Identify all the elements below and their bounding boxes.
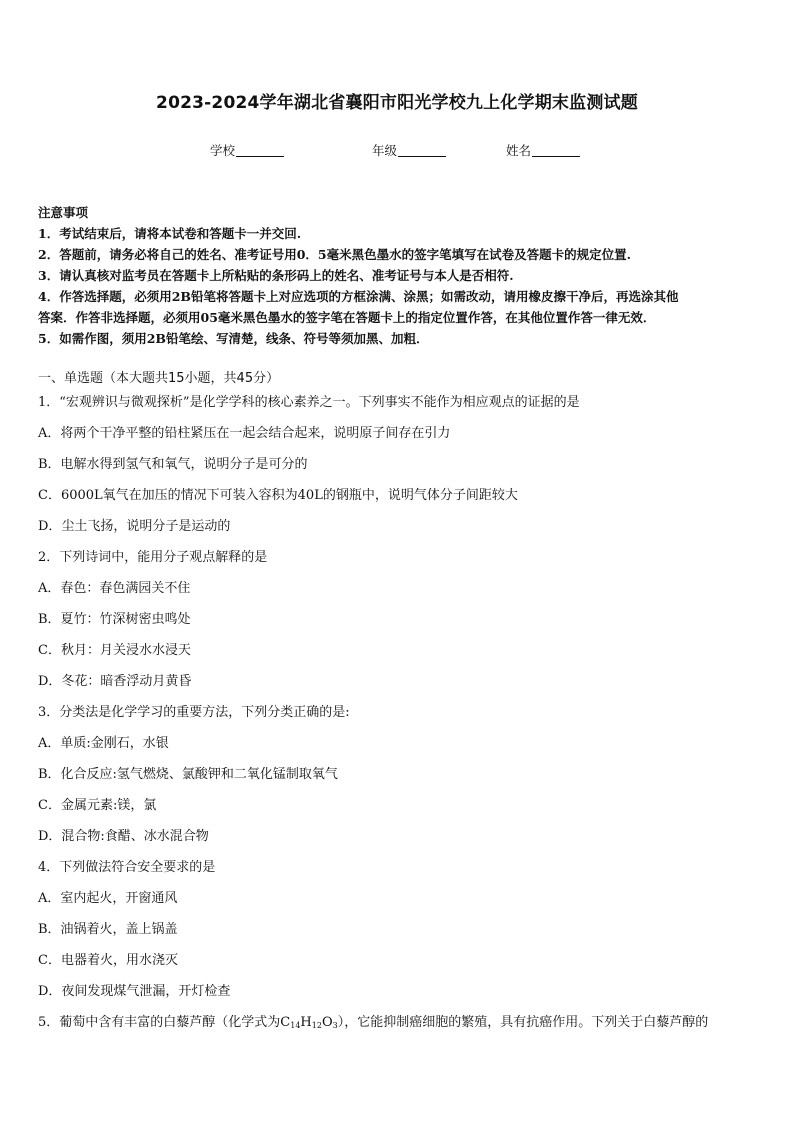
grade-label: 年级: [372, 143, 398, 158]
notice-item: 4．作答选择题，必须用2B铅笔将答题卡上对应选项的方框涂满、涂黑；如需改动，请用橡皮擦干净后，再选涂其他: [38, 289, 679, 304]
option-c: C．电器着火，用水浇灭: [38, 953, 178, 968]
school-blank: [236, 143, 284, 157]
section-title: 一、单选题（本大题共15小题，共45分）: [38, 371, 280, 386]
grade-field: [372, 141, 446, 159]
student-info-row: [0, 141, 794, 161]
question-stem: 4．下列做法符合安全要求的是: [38, 860, 216, 875]
question-stem: 3．分类法是化学学习的重要方法，下列分类正确的是:: [38, 705, 350, 720]
exam-title: 2023-2024学年湖北省襄阳市阳光学校九上化学期末监测试题: [156, 93, 638, 113]
option-d: D．混合物:食醋、冰水混合物: [38, 829, 209, 844]
option-c: C．秋月：月关浸水水浸天: [38, 643, 191, 658]
option-a: A．将两个干净平整的铅柱紧压在一起会结合起来，说明原子间存在引力: [38, 426, 451, 441]
option-c: C．金属元素:镁，氯: [38, 798, 157, 813]
name-field: [506, 141, 580, 159]
option-b: B．油锅着火，盖上锅盖: [38, 922, 178, 937]
option-c: C．6000L氧气在加压的情况下可装入容积为40L的钢瓶中，说明气体分子间距较大: [38, 488, 518, 503]
option-a: A．室内起火，开窗通风: [38, 891, 178, 906]
notice-item: 3．请认真核对监考员在答题卡上所粘贴的条形码上的姓名、准考证号与本人是否相符.: [38, 268, 514, 283]
option-d: D．夜间发现煤气泄漏，开灯检查: [38, 984, 231, 999]
notice-item: 5．如需作图，须用2B铅笔绘、写清楚，线条、符号等须加黑、加粗．: [38, 331, 429, 346]
option-b: B．电解水得到氢气和氧气，说明分子是可分的: [38, 457, 308, 472]
option-a: A．单质:金刚石，水银: [38, 736, 169, 751]
option-a: A．春色：春色满园关不住: [38, 581, 191, 596]
option-b: B．夏竹：竹深树密虫鸣处: [38, 612, 191, 627]
name-label: 姓名: [506, 143, 532, 158]
option-d: D．冬花：暗香浮动月黄昏: [38, 674, 192, 689]
grade-blank: [398, 143, 446, 157]
question-list: [38, 390, 762, 1041]
question-stem-5: 5．葡萄中含有丰富的白藜芦醇（化学式为$C_{14}H_{12}O_3$），它能抑制癌细胞的繁殖，具有抗癌作用。下列关于白藜芦醇的: [38, 1015, 709, 1030]
name-blank: [532, 143, 580, 157]
notice-item: 2．答题前，请务必将自己的姓名、准考证号用0．5毫米黑色墨水的签字笔填写在试卷及答题卡的规定位置.: [38, 247, 631, 262]
school-label: 学校: [210, 143, 236, 158]
notice-item: 答案．作答非选择题，必须用05毫米黑色墨水的签字笔在答题卡上的指定位置作答，在其他位置作答一律无效．: [38, 310, 656, 325]
chemical-formula: $C_{14}H_{12}O_3$: [280, 1015, 338, 1030]
school-field: [210, 141, 284, 159]
notice-block: [38, 202, 762, 349]
option-d: D．尘土飞扬，说明分子是运动的: [38, 519, 231, 534]
notice-item: 1．考试结束后，请将本试卷和答题卡一并交回.: [38, 226, 302, 241]
question-stem: 1．“宏观辨识与微观探析”是化学学科的核心素养之一。下列事实不能作为相应观点的证据的是: [38, 395, 580, 410]
option-b: B．化合反应:氢气燃烧、氯酸钾和二氧化锰制取氧气: [38, 767, 338, 782]
notice-heading: 注意事项: [38, 205, 89, 220]
question-stem: 2．下列诗词中，能用分子观点解释的是: [38, 550, 268, 565]
